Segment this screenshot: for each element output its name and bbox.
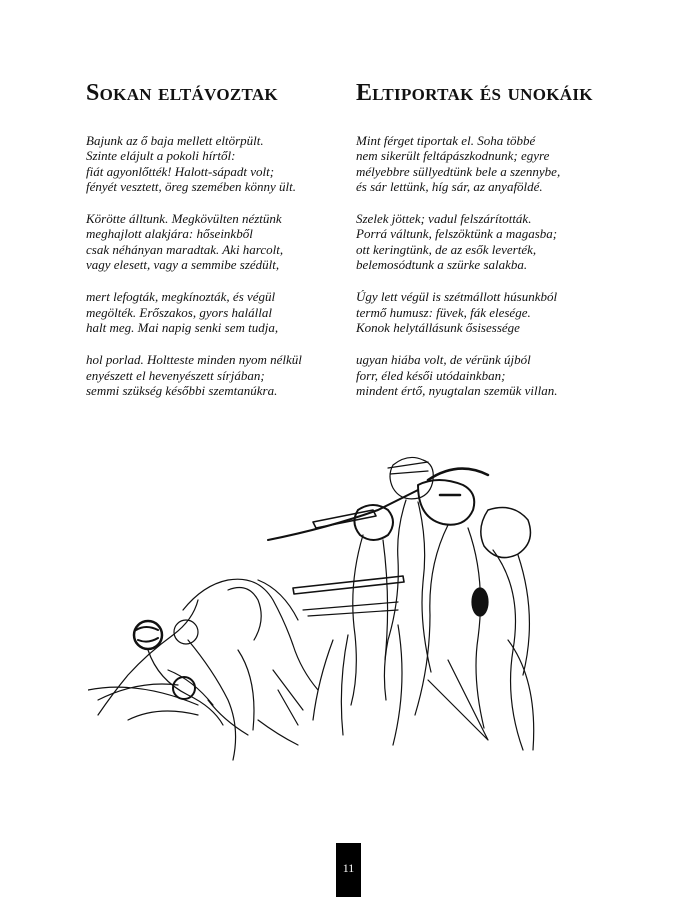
stanza — [86, 133, 351, 194]
verse-line: ott keringtünk, de az esők leverték, — [356, 241, 537, 257]
verse-line: mert lefogták, megkínozták, és végül — [86, 289, 276, 305]
soldiers-sketch — [268, 457, 534, 750]
verse-line: és sár lettünk, híg sár, az anyaföldé. — [356, 178, 543, 194]
verse-line: Szelek jöttek; vadul felszárították. — [356, 211, 532, 227]
verse-line: Körötte álltunk. Megkövülten néztünk — [86, 211, 282, 227]
verse-line: forr, éled késői utódainkban; — [356, 367, 506, 383]
verse-line: Konok helytállásunk ősisessége — [356, 319, 520, 335]
poem-column-right — [356, 80, 621, 415]
page-number-tab — [336, 843, 361, 897]
verse-line: belemosódtunk a szürke salakba. — [356, 257, 528, 273]
verse-line: Mint férget tiportak el. Soha többé — [356, 133, 536, 148]
stanza — [86, 352, 351, 398]
verse-line: hol porlad. Holtteste minden nyom nélkül — [86, 352, 302, 368]
verse-line: Szinte elájult a pokoli hírtől: — [86, 148, 236, 164]
verse-line: Bajunk az ő baja mellett eltörpült. — [86, 133, 264, 148]
stanza — [86, 289, 351, 335]
verse-line: fiát agyonlőtték! Halott-sápadt volt; — [86, 163, 275, 179]
verse-line: megölték. Erőszakos, gyors halállal — [86, 304, 272, 320]
verse-line: halt meg. Mai napig senki sem tudja, — [86, 319, 279, 335]
verse-line: mélyebbre süllyedtünk bele a szennybe, — [356, 163, 561, 179]
stanza — [356, 133, 621, 194]
victims-sketch — [88, 579, 318, 760]
verse-line: csak néhányan maradtak. Aki harcolt, — [86, 241, 284, 257]
poem-column-left — [86, 80, 351, 415]
stanza — [356, 352, 621, 398]
poem-title: Eltiportak és unokáik — [356, 80, 593, 106]
stanza — [86, 211, 351, 272]
ink-sketch-illustration — [88, 440, 558, 770]
verse-line: semmi szükség későbbi szemtanúkra. — [86, 382, 278, 398]
verse-line: mindent értő, nyugtalan szemük villan. — [356, 382, 558, 398]
verse-line: Úgy lett végül is szétmállott húsunkból — [356, 289, 558, 305]
poem-title: Sokan eltávoztak — [86, 80, 278, 106]
verse-line: enyészett el hevenyészett sírjában; — [86, 367, 265, 383]
page-number: 11 — [342, 861, 355, 875]
verse-line: nem sikerült feltápászkodnunk; egyre — [356, 148, 550, 164]
verse-line: termő humusz: füvek, fák elesége. — [356, 304, 531, 320]
verse-line: Porrá váltunk, felszöktünk a magasba; — [356, 226, 558, 242]
verse-line: vagy elesett, vagy a semmibe szédült, — [86, 257, 280, 273]
verse-line: ugyan hiába volt, de vérünk újból — [356, 352, 531, 368]
verse-line: meghajlott alakjára: hőseinkből — [86, 226, 253, 242]
verse-line: fényét vesztett, öreg szemében könny ült. — [86, 178, 296, 194]
stanza — [356, 211, 621, 272]
stanza — [356, 289, 621, 335]
